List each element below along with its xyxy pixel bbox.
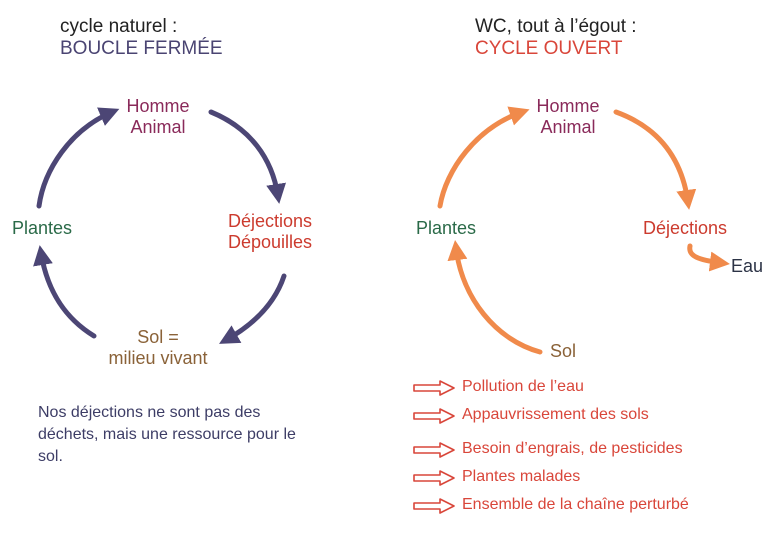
closed-homme-label: Homme — [126, 96, 190, 116]
closed-cycle-heading-line1: cycle naturel : — [60, 16, 178, 37]
open-arrow-sol-to-plantes — [456, 248, 540, 352]
closed-arrow-dejections-to-sol — [226, 276, 284, 340]
open-homme-label: Homme — [536, 96, 600, 116]
consequence-label: Besoin d’engrais, de pesticides — [462, 440, 683, 457]
outline-arrow-icon — [412, 497, 456, 515]
closed-arrow-homme-to-dejections — [211, 112, 278, 196]
open-node-dejections: Déjections — [643, 218, 728, 238]
closed-animal-label: Animal — [130, 116, 186, 137]
outline-arrow-icon — [412, 469, 456, 487]
open-node-plantes: Plantes — [416, 218, 477, 238]
open-arrow-plantes-to-homme — [440, 112, 522, 206]
closed-node-plantes: Plantes — [12, 218, 73, 238]
closed-cycle-note: Nos déjections ne sont pas des déchets, mais une ressource pour le sol. — [38, 404, 296, 465]
closed-dejections-label: Déjections — [227, 211, 313, 231]
outline-arrow-icon — [412, 441, 456, 459]
closed-cycle-heading-line2: BOUCLE FERMÉE — [60, 37, 223, 59]
outline-arrow-icon — [412, 379, 456, 397]
consequence-label: Pollution de l’eau — [462, 378, 584, 395]
open-cycle-heading-line1: WC, tout à l’égout : — [475, 16, 637, 37]
open-arrow-homme-to-dejections — [616, 112, 688, 202]
open-animal-label: Animal — [540, 116, 596, 137]
open-node-eau: Eau — [731, 256, 764, 276]
consequence-label: Appauvrissement des sols — [462, 406, 649, 423]
closed-arrow-plantes-to-homme — [39, 112, 112, 206]
outline-arrow-icon — [412, 407, 456, 425]
consequence-label: Plantes malades — [462, 468, 581, 485]
open-cycle-heading-line2: CYCLE OUVERT — [475, 37, 623, 59]
open-node-sol: Sol — [550, 341, 577, 361]
closed-depouilles-label: Dépouilles — [227, 231, 313, 252]
closed-arrow-sol-to-plantes — [41, 253, 94, 336]
closed-milieu-vivant-label: milieu vivant — [108, 347, 208, 368]
consequence-label: Ensemble de la chaîne perturbé — [462, 496, 689, 513]
closed-sol-label: Sol = — [137, 327, 179, 347]
open-arrow-dejections-to-eau — [690, 246, 722, 263]
